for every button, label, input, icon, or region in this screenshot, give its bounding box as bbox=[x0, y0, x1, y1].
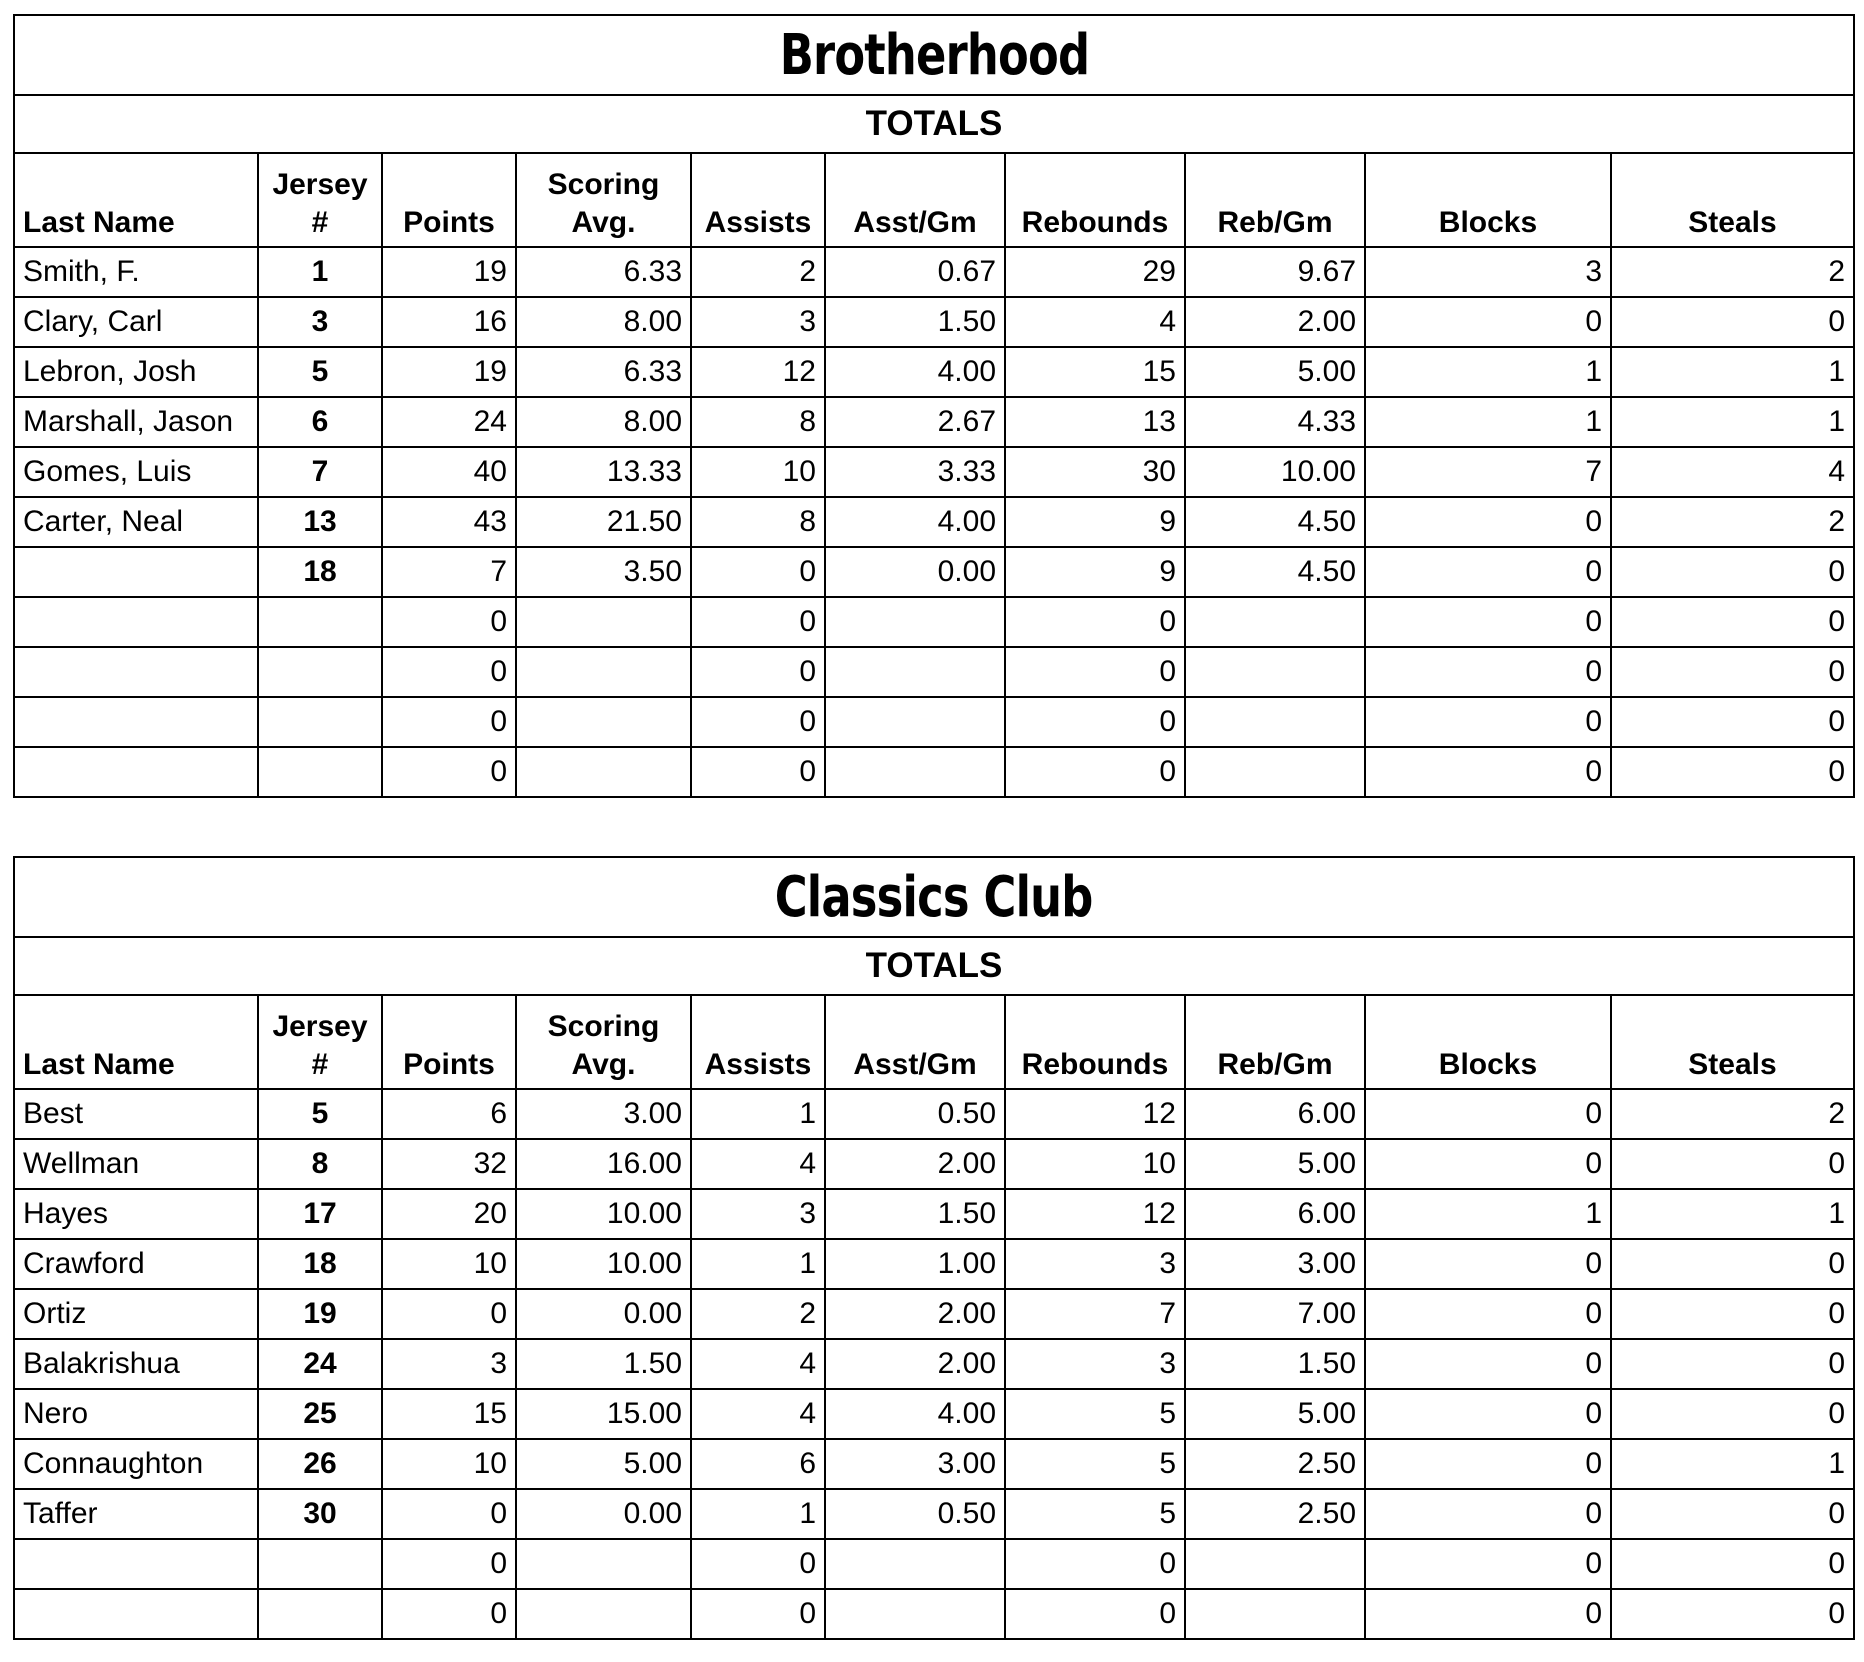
cell-last-name: Hayes bbox=[14, 1189, 258, 1239]
cell-scoring-avg: 0.00 bbox=[516, 1289, 691, 1339]
cell-steals: 1 bbox=[1611, 347, 1854, 397]
cell-assists: 10 bbox=[691, 447, 825, 497]
column-header-reb-gm: Reb/Gm bbox=[1185, 153, 1365, 247]
column-header-assists: Assists bbox=[691, 995, 825, 1089]
cell-last-name bbox=[14, 1589, 258, 1639]
cell-jersey: 5 bbox=[258, 1089, 382, 1139]
cell-asst-gm: 2.00 bbox=[825, 1339, 1005, 1389]
cell-asst-gm: 0.50 bbox=[825, 1489, 1005, 1539]
table-row bbox=[14, 297, 1854, 347]
cell-scoring-avg: 5.00 bbox=[516, 1439, 691, 1489]
cell-steals: 0 bbox=[1611, 1239, 1854, 1289]
cell-blocks: 0 bbox=[1365, 697, 1611, 747]
cell-last-name bbox=[14, 547, 258, 597]
table-row bbox=[14, 597, 1854, 647]
cell-asst-gm: 0.00 bbox=[825, 547, 1005, 597]
cell-reb-gm: 10.00 bbox=[1185, 447, 1365, 497]
cell-assists: 0 bbox=[691, 647, 825, 697]
cell-blocks: 1 bbox=[1365, 347, 1611, 397]
cell-assists: 3 bbox=[691, 1189, 825, 1239]
cell-scoring-avg: 6.33 bbox=[516, 247, 691, 297]
cell-assists: 0 bbox=[691, 1589, 825, 1639]
cell-rebounds: 3 bbox=[1005, 1339, 1185, 1389]
cell-reb-gm: 1.50 bbox=[1185, 1339, 1365, 1389]
cell-blocks: 0 bbox=[1365, 647, 1611, 697]
column-header-jersey: Jersey # bbox=[258, 995, 382, 1089]
cell-scoring-avg: 16.00 bbox=[516, 1139, 691, 1189]
cell-points: 10 bbox=[382, 1239, 516, 1289]
cell-scoring-avg bbox=[516, 597, 691, 647]
cell-scoring-avg: 15.00 bbox=[516, 1389, 691, 1439]
column-header-rebounds: Rebounds bbox=[1005, 153, 1185, 247]
column-header-scoring-avg: Scoring Avg. bbox=[516, 995, 691, 1089]
cell-last-name: Connaughton bbox=[14, 1439, 258, 1489]
cell-steals: 4 bbox=[1611, 447, 1854, 497]
cell-last-name: Ortiz bbox=[14, 1289, 258, 1339]
column-header-row bbox=[14, 995, 1854, 1089]
cell-asst-gm: 4.00 bbox=[825, 497, 1005, 547]
cell-reb-gm: 9.67 bbox=[1185, 247, 1365, 297]
cell-rebounds: 30 bbox=[1005, 447, 1185, 497]
column-header-blocks: Blocks bbox=[1365, 995, 1611, 1089]
cell-last-name: Clary, Carl bbox=[14, 297, 258, 347]
cell-reb-gm: 7.00 bbox=[1185, 1289, 1365, 1339]
cell-reb-gm: 6.00 bbox=[1185, 1089, 1365, 1139]
cell-points: 3 bbox=[382, 1339, 516, 1389]
cell-steals: 0 bbox=[1611, 1139, 1854, 1189]
cell-jersey: 13 bbox=[258, 497, 382, 547]
cell-points: 0 bbox=[382, 1489, 516, 1539]
cell-steals: 0 bbox=[1611, 547, 1854, 597]
cell-jersey: 18 bbox=[258, 547, 382, 597]
cell-points: 0 bbox=[382, 747, 516, 797]
cell-rebounds: 12 bbox=[1005, 1089, 1185, 1139]
cell-points: 16 bbox=[382, 297, 516, 347]
cell-points: 0 bbox=[382, 1539, 516, 1589]
cell-rebounds: 7 bbox=[1005, 1289, 1185, 1339]
column-header-assists: Assists bbox=[691, 153, 825, 247]
cell-scoring-avg bbox=[516, 697, 691, 747]
cell-rebounds: 4 bbox=[1005, 297, 1185, 347]
cell-last-name: Crawford bbox=[14, 1239, 258, 1289]
team-title-row bbox=[14, 857, 1854, 937]
cell-blocks: 0 bbox=[1365, 1289, 1611, 1339]
table-row bbox=[14, 747, 1854, 797]
cell-points: 19 bbox=[382, 247, 516, 297]
cell-scoring-avg: 8.00 bbox=[516, 397, 691, 447]
cell-steals: 1 bbox=[1611, 1189, 1854, 1239]
cell-asst-gm: 3.00 bbox=[825, 1439, 1005, 1489]
cell-jersey: 17 bbox=[258, 1189, 382, 1239]
cell-points: 6 bbox=[382, 1089, 516, 1139]
cell-reb-gm: 2.50 bbox=[1185, 1489, 1365, 1539]
cell-jersey: 24 bbox=[258, 1339, 382, 1389]
cell-rebounds: 10 bbox=[1005, 1139, 1185, 1189]
cell-jersey: 6 bbox=[258, 397, 382, 447]
cell-assists: 8 bbox=[691, 497, 825, 547]
cell-reb-gm: 5.00 bbox=[1185, 1139, 1365, 1189]
cell-rebounds: 0 bbox=[1005, 1589, 1185, 1639]
cell-steals: 0 bbox=[1611, 697, 1854, 747]
cell-asst-gm bbox=[825, 647, 1005, 697]
cell-jersey bbox=[258, 697, 382, 747]
column-header-steals: Steals bbox=[1611, 995, 1854, 1089]
table-row bbox=[14, 697, 1854, 747]
cell-last-name: Balakrishua bbox=[14, 1339, 258, 1389]
cell-points: 0 bbox=[382, 1589, 516, 1639]
cell-reb-gm: 2.00 bbox=[1185, 297, 1365, 347]
cell-reb-gm bbox=[1185, 597, 1365, 647]
cell-blocks: 0 bbox=[1365, 1539, 1611, 1589]
table-row bbox=[14, 1389, 1854, 1439]
cell-last-name bbox=[14, 747, 258, 797]
cell-rebounds: 0 bbox=[1005, 747, 1185, 797]
cell-last-name: Marshall, Jason bbox=[14, 397, 258, 447]
totals-label: TOTALS bbox=[14, 95, 1854, 153]
cell-assists: 6 bbox=[691, 1439, 825, 1489]
column-header-rebounds: Rebounds bbox=[1005, 995, 1185, 1089]
cell-reb-gm bbox=[1185, 747, 1365, 797]
cell-points: 0 bbox=[382, 647, 516, 697]
cell-assists: 12 bbox=[691, 347, 825, 397]
cell-points: 40 bbox=[382, 447, 516, 497]
cell-steals: 0 bbox=[1611, 1389, 1854, 1439]
cell-jersey bbox=[258, 1589, 382, 1639]
table-row bbox=[14, 447, 1854, 497]
cell-asst-gm: 2.00 bbox=[825, 1139, 1005, 1189]
cell-last-name: Lebron, Josh bbox=[14, 347, 258, 397]
cell-jersey bbox=[258, 597, 382, 647]
table-row bbox=[14, 397, 1854, 447]
cell-reb-gm: 4.50 bbox=[1185, 547, 1365, 597]
cell-last-name: Taffer bbox=[14, 1489, 258, 1539]
cell-jersey: 19 bbox=[258, 1289, 382, 1339]
column-header-row bbox=[14, 153, 1854, 247]
table-row bbox=[14, 1489, 1854, 1539]
cell-reb-gm bbox=[1185, 697, 1365, 747]
cell-blocks: 0 bbox=[1365, 297, 1611, 347]
cell-steals: 0 bbox=[1611, 647, 1854, 697]
cell-rebounds: 9 bbox=[1005, 497, 1185, 547]
cell-points: 0 bbox=[382, 1289, 516, 1339]
cell-asst-gm: 4.00 bbox=[825, 347, 1005, 397]
cell-rebounds: 0 bbox=[1005, 597, 1185, 647]
cell-blocks: 0 bbox=[1365, 1089, 1611, 1139]
cell-blocks: 1 bbox=[1365, 397, 1611, 447]
team-title: Brotherhood bbox=[779, 22, 1089, 88]
cell-blocks: 0 bbox=[1365, 1239, 1611, 1289]
cell-points: 19 bbox=[382, 347, 516, 397]
cell-asst-gm bbox=[825, 697, 1005, 747]
cell-points: 10 bbox=[382, 1439, 516, 1489]
cell-rebounds: 3 bbox=[1005, 1239, 1185, 1289]
cell-jersey: 5 bbox=[258, 347, 382, 397]
stats-table bbox=[13, 856, 1855, 1640]
column-header-asst-gm: Asst/Gm bbox=[825, 153, 1005, 247]
cell-assists: 0 bbox=[691, 547, 825, 597]
cell-last-name: Wellman bbox=[14, 1139, 258, 1189]
totals-label: TOTALS bbox=[14, 937, 1854, 995]
cell-points: 7 bbox=[382, 547, 516, 597]
column-header-last-name: Last Name bbox=[14, 995, 258, 1089]
cell-reb-gm: 5.00 bbox=[1185, 1389, 1365, 1439]
cell-rebounds: 5 bbox=[1005, 1489, 1185, 1539]
column-header-points: Points bbox=[382, 153, 516, 247]
stats-table bbox=[13, 14, 1855, 798]
cell-asst-gm bbox=[825, 1589, 1005, 1639]
cell-last-name: Carter, Neal bbox=[14, 497, 258, 547]
cell-reb-gm: 2.50 bbox=[1185, 1439, 1365, 1489]
table-row bbox=[14, 647, 1854, 697]
cell-blocks: 0 bbox=[1365, 747, 1611, 797]
cell-blocks: 0 bbox=[1365, 1339, 1611, 1389]
cell-scoring-avg: 0.00 bbox=[516, 1489, 691, 1539]
cell-jersey: 25 bbox=[258, 1389, 382, 1439]
column-header-steals: Steals bbox=[1611, 153, 1854, 247]
cell-scoring-avg: 6.33 bbox=[516, 347, 691, 397]
cell-blocks: 0 bbox=[1365, 497, 1611, 547]
cell-reb-gm: 4.50 bbox=[1185, 497, 1365, 547]
cell-assists: 4 bbox=[691, 1389, 825, 1439]
cell-points: 0 bbox=[382, 697, 516, 747]
cell-blocks: 0 bbox=[1365, 1389, 1611, 1439]
cell-points: 43 bbox=[382, 497, 516, 547]
cell-asst-gm: 0.50 bbox=[825, 1089, 1005, 1139]
cell-scoring-avg: 13.33 bbox=[516, 447, 691, 497]
cell-blocks: 0 bbox=[1365, 1139, 1611, 1189]
cell-asst-gm: 0.67 bbox=[825, 247, 1005, 297]
cell-rebounds: 15 bbox=[1005, 347, 1185, 397]
cell-blocks: 0 bbox=[1365, 597, 1611, 647]
cell-jersey: 7 bbox=[258, 447, 382, 497]
cell-jersey: 30 bbox=[258, 1489, 382, 1539]
cell-scoring-avg bbox=[516, 647, 691, 697]
cell-assists: 3 bbox=[691, 297, 825, 347]
cell-scoring-avg bbox=[516, 1539, 691, 1589]
cell-assists: 1 bbox=[691, 1239, 825, 1289]
cell-scoring-avg: 3.00 bbox=[516, 1089, 691, 1139]
cell-reb-gm: 4.33 bbox=[1185, 397, 1365, 447]
cell-assists: 0 bbox=[691, 747, 825, 797]
cell-scoring-avg: 3.50 bbox=[516, 547, 691, 597]
table-row bbox=[14, 547, 1854, 597]
cell-jersey: 1 bbox=[258, 247, 382, 297]
cell-points: 32 bbox=[382, 1139, 516, 1189]
cell-jersey: 18 bbox=[258, 1239, 382, 1289]
cell-scoring-avg bbox=[516, 747, 691, 797]
team-table-brotherhood bbox=[13, 14, 1853, 798]
cell-steals: 1 bbox=[1611, 1439, 1854, 1489]
cell-jersey: 26 bbox=[258, 1439, 382, 1489]
table-row bbox=[14, 497, 1854, 547]
cell-blocks: 0 bbox=[1365, 1489, 1611, 1539]
cell-steals: 0 bbox=[1611, 1489, 1854, 1539]
cell-rebounds: 5 bbox=[1005, 1389, 1185, 1439]
cell-reb-gm: 3.00 bbox=[1185, 1239, 1365, 1289]
cell-asst-gm bbox=[825, 1539, 1005, 1589]
cell-scoring-avg: 10.00 bbox=[516, 1239, 691, 1289]
column-header-blocks: Blocks bbox=[1365, 153, 1611, 247]
cell-jersey bbox=[258, 747, 382, 797]
cell-reb-gm: 5.00 bbox=[1185, 347, 1365, 397]
cell-rebounds: 29 bbox=[1005, 247, 1185, 297]
cell-steals: 0 bbox=[1611, 297, 1854, 347]
cell-asst-gm: 1.00 bbox=[825, 1239, 1005, 1289]
cell-scoring-avg: 8.00 bbox=[516, 297, 691, 347]
cell-scoring-avg: 21.50 bbox=[516, 497, 691, 547]
cell-reb-gm bbox=[1185, 647, 1365, 697]
cell-assists: 1 bbox=[691, 1089, 825, 1139]
cell-last-name bbox=[14, 647, 258, 697]
table-row bbox=[14, 1539, 1854, 1589]
cell-points: 0 bbox=[382, 597, 516, 647]
cell-points: 20 bbox=[382, 1189, 516, 1239]
cell-rebounds: 0 bbox=[1005, 697, 1185, 747]
cell-reb-gm: 6.00 bbox=[1185, 1189, 1365, 1239]
cell-assists: 2 bbox=[691, 247, 825, 297]
cell-last-name bbox=[14, 1539, 258, 1589]
cell-steals: 0 bbox=[1611, 1289, 1854, 1339]
cell-steals: 1 bbox=[1611, 397, 1854, 447]
cell-asst-gm: 1.50 bbox=[825, 297, 1005, 347]
cell-assists: 8 bbox=[691, 397, 825, 447]
cell-assists: 2 bbox=[691, 1289, 825, 1339]
cell-points: 24 bbox=[382, 397, 516, 447]
cell-asst-gm: 3.33 bbox=[825, 447, 1005, 497]
cell-rebounds: 13 bbox=[1005, 397, 1185, 447]
cell-last-name: Gomes, Luis bbox=[14, 447, 258, 497]
cell-asst-gm: 2.67 bbox=[825, 397, 1005, 447]
cell-blocks: 0 bbox=[1365, 1589, 1611, 1639]
cell-blocks: 3 bbox=[1365, 247, 1611, 297]
team-title-row bbox=[14, 15, 1854, 95]
column-header-points: Points bbox=[382, 995, 516, 1089]
cell-rebounds: 0 bbox=[1005, 647, 1185, 697]
cell-assists: 1 bbox=[691, 1489, 825, 1539]
cell-assists: 0 bbox=[691, 1539, 825, 1589]
cell-blocks: 0 bbox=[1365, 547, 1611, 597]
column-header-jersey: Jersey # bbox=[258, 153, 382, 247]
cell-assists: 0 bbox=[691, 597, 825, 647]
cell-last-name: Smith, F. bbox=[14, 247, 258, 297]
table-row bbox=[14, 1239, 1854, 1289]
cell-rebounds: 9 bbox=[1005, 547, 1185, 597]
column-header-asst-gm: Asst/Gm bbox=[825, 995, 1005, 1089]
cell-steals: 0 bbox=[1611, 1339, 1854, 1389]
table-row bbox=[14, 1139, 1854, 1189]
cell-steals: 2 bbox=[1611, 247, 1854, 297]
table-row bbox=[14, 1089, 1854, 1139]
table-row bbox=[14, 247, 1854, 297]
cell-rebounds: 0 bbox=[1005, 1539, 1185, 1589]
cell-jersey: 3 bbox=[258, 297, 382, 347]
cell-last-name: Nero bbox=[14, 1389, 258, 1439]
cell-blocks: 1 bbox=[1365, 1189, 1611, 1239]
table-row bbox=[14, 1589, 1854, 1639]
cell-jersey: 8 bbox=[258, 1139, 382, 1189]
table-row bbox=[14, 1289, 1854, 1339]
cell-assists: 0 bbox=[691, 697, 825, 747]
cell-steals: 0 bbox=[1611, 747, 1854, 797]
team-title: Classics Club bbox=[775, 864, 1093, 930]
cell-asst-gm: 1.50 bbox=[825, 1189, 1005, 1239]
column-header-last-name: Last Name bbox=[14, 153, 258, 247]
cell-last-name: Best bbox=[14, 1089, 258, 1139]
table-row bbox=[14, 1339, 1854, 1389]
table-row bbox=[14, 347, 1854, 397]
cell-jersey bbox=[258, 647, 382, 697]
cell-scoring-avg: 1.50 bbox=[516, 1339, 691, 1389]
team-table-classics-club bbox=[13, 856, 1853, 1640]
cell-blocks: 7 bbox=[1365, 447, 1611, 497]
cell-last-name bbox=[14, 597, 258, 647]
cell-assists: 4 bbox=[691, 1339, 825, 1389]
cell-blocks: 0 bbox=[1365, 1439, 1611, 1489]
cell-steals: 0 bbox=[1611, 1539, 1854, 1589]
cell-rebounds: 12 bbox=[1005, 1189, 1185, 1239]
cell-asst-gm: 2.00 bbox=[825, 1289, 1005, 1339]
column-header-scoring-avg: Scoring Avg. bbox=[516, 153, 691, 247]
cell-reb-gm bbox=[1185, 1589, 1365, 1639]
table-row bbox=[14, 1189, 1854, 1239]
cell-asst-gm bbox=[825, 747, 1005, 797]
column-header-reb-gm: Reb/Gm bbox=[1185, 995, 1365, 1089]
table-row bbox=[14, 1439, 1854, 1489]
cell-last-name bbox=[14, 697, 258, 747]
cell-assists: 4 bbox=[691, 1139, 825, 1189]
cell-scoring-avg: 10.00 bbox=[516, 1189, 691, 1239]
cell-asst-gm bbox=[825, 597, 1005, 647]
cell-jersey bbox=[258, 1539, 382, 1589]
cell-scoring-avg bbox=[516, 1589, 691, 1639]
cell-steals: 0 bbox=[1611, 597, 1854, 647]
cell-steals: 2 bbox=[1611, 1089, 1854, 1139]
cell-steals: 2 bbox=[1611, 497, 1854, 547]
cell-asst-gm: 4.00 bbox=[825, 1389, 1005, 1439]
cell-steals: 0 bbox=[1611, 1589, 1854, 1639]
cell-reb-gm bbox=[1185, 1539, 1365, 1589]
cell-rebounds: 5 bbox=[1005, 1439, 1185, 1489]
cell-points: 15 bbox=[382, 1389, 516, 1439]
